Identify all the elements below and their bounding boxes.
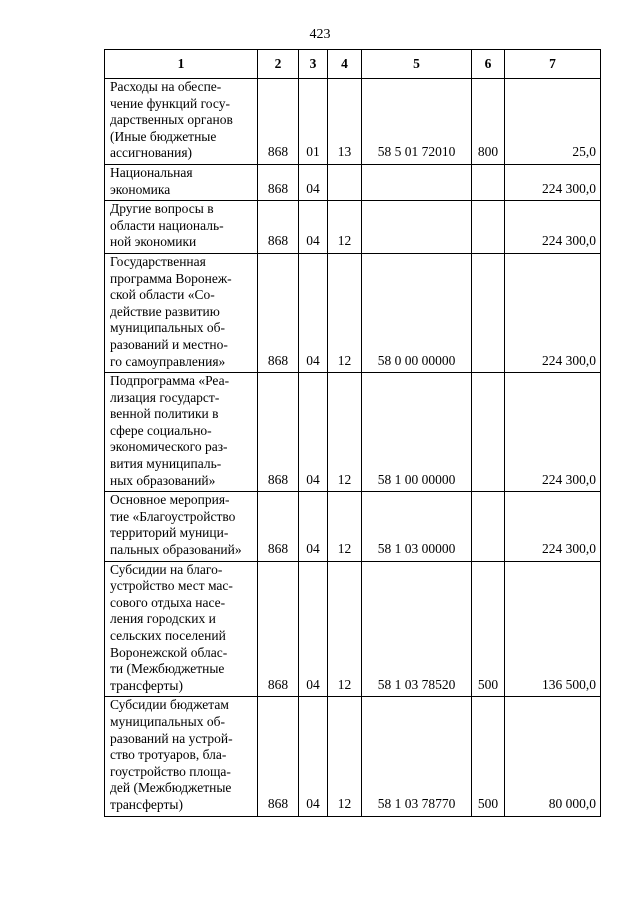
description-line: экономического раз- — [110, 439, 228, 455]
section-code-cell: 04 — [299, 164, 328, 200]
description-line: пальных образований» — [110, 542, 242, 558]
ministry-code-cell: 868 — [258, 79, 299, 165]
table-row — [105, 492, 601, 561]
ministry-code-cell: 868 — [258, 164, 299, 200]
table-body — [105, 79, 601, 817]
expense-type-cell: 500 — [472, 561, 505, 697]
amount-cell: 136 500,0 — [505, 561, 601, 697]
description-line: венной политики в — [110, 406, 219, 422]
description-line: устройство мест мас- — [110, 578, 233, 594]
description-line: чение функций госу- — [110, 95, 230, 111]
amount-cell: 224 300,0 — [505, 164, 601, 200]
table-header-row — [105, 50, 601, 79]
header-cell: 1 — [105, 50, 258, 79]
description-line: Субсидии бюджетам — [110, 697, 229, 713]
description-line: ных образований» — [110, 472, 216, 488]
row-description — [105, 253, 258, 372]
description-line: лизация государст- — [110, 389, 220, 405]
description-line: действие развитию — [110, 303, 220, 319]
description-line: Подпрограмма «Реа- — [110, 373, 230, 389]
amount-cell: 224 300,0 — [505, 373, 601, 492]
description-line: Субсидии на благо- — [110, 561, 223, 577]
table-row — [105, 201, 601, 254]
row-description — [105, 697, 258, 816]
description-line: разований и местно- — [110, 336, 228, 352]
description-line: трансферты) — [110, 677, 183, 693]
section-code-cell: 01 — [299, 79, 328, 165]
subsection-code-cell: 12 — [328, 201, 362, 254]
row-description — [105, 201, 258, 254]
ministry-code-cell: 868 — [258, 253, 299, 372]
target-article-cell: 58 5 01 72010 — [362, 79, 472, 165]
description-line: ской области «Со- — [110, 287, 215, 303]
expense-type-cell: 800 — [472, 79, 505, 165]
description-line: области националь- — [110, 217, 224, 233]
target-article-cell: 58 1 03 78770 — [362, 697, 472, 816]
amount-cell: 25,0 — [505, 79, 601, 165]
description-line: сельских поселений — [110, 628, 226, 643]
expense-type-cell: 500 — [472, 697, 505, 816]
description-line: Государственная — [110, 253, 206, 269]
description-line: муниципальных об- — [110, 320, 225, 336]
expense-type-cell — [472, 373, 505, 492]
ministry-code-cell: 868 — [258, 201, 299, 254]
description-line: сового отдыха насе- — [110, 594, 226, 610]
description-line: гоустройство площа- — [110, 763, 231, 779]
description-line: ления городских и — [110, 611, 216, 627]
target-article-cell: 58 1 03 00000 — [362, 492, 472, 561]
ministry-code-cell: 868 — [258, 373, 299, 492]
header-cell: 6 — [472, 50, 505, 79]
amount-cell: 224 300,0 — [505, 253, 601, 372]
description-line: экономика — [110, 181, 171, 197]
description-line: Национальная — [110, 164, 193, 180]
description-line: (Иные бюджетные — [110, 128, 217, 144]
description-line: Расходы на обеспе- — [110, 79, 222, 94]
description-line: трансферты) — [110, 796, 183, 812]
section-code-cell: 04 — [299, 561, 328, 697]
description-line: вития муниципаль- — [110, 456, 222, 472]
expense-type-cell — [472, 164, 505, 200]
description-line: дей (Межбюджетные — [110, 780, 232, 796]
header-cell: 4 — [328, 50, 362, 79]
description-line: сфере социально- — [110, 422, 212, 438]
table-row — [105, 164, 601, 200]
table-row — [105, 697, 601, 816]
description-line: муниципальных об- — [110, 713, 225, 729]
description-line: ство тротуаров, бла- — [110, 747, 227, 763]
subsection-code-cell: 12 — [328, 253, 362, 372]
ministry-code-cell: 868 — [258, 697, 299, 816]
header-cell: 3 — [299, 50, 328, 79]
target-article-cell: 58 1 00 00000 — [362, 373, 472, 492]
table-row — [105, 253, 601, 372]
row-description — [105, 373, 258, 492]
header-cell: 5 — [362, 50, 472, 79]
subsection-code-cell: 13 — [328, 79, 362, 165]
description-line: территорий муници- — [110, 525, 229, 541]
description-line: разований на устрой- — [110, 730, 233, 746]
row-description — [105, 492, 258, 561]
subsection-code-cell: 12 — [328, 697, 362, 816]
description-line: Основное мероприя- — [110, 492, 230, 508]
description-line: Воронежской облас- — [110, 644, 228, 660]
page-number: 423 — [309, 27, 331, 42]
target-article-cell — [362, 201, 472, 254]
target-article-cell: 58 0 00 00000 — [362, 253, 472, 372]
subsection-code-cell: 12 — [328, 561, 362, 697]
ministry-code-cell: 868 — [258, 492, 299, 561]
header-cell: 7 — [505, 50, 601, 79]
subsection-code-cell — [328, 164, 362, 200]
row-description — [105, 561, 258, 697]
subsection-code-cell: 12 — [328, 492, 362, 561]
description-line: тие «Благоустройство — [110, 508, 236, 524]
description-line: ной экономики — [110, 234, 197, 250]
description-line: ти (Межбюджетные — [110, 661, 225, 677]
section-code-cell: 04 — [299, 201, 328, 254]
target-article-cell — [362, 164, 472, 200]
header-cell: 2 — [258, 50, 299, 79]
table-row — [105, 561, 601, 697]
description-line: Другие вопросы в — [110, 201, 214, 217]
section-code-cell: 04 — [299, 253, 328, 372]
target-article-cell: 58 1 03 78520 — [362, 561, 472, 697]
section-code-cell: 04 — [299, 373, 328, 492]
expense-type-cell — [472, 253, 505, 372]
budget-table — [104, 49, 601, 817]
amount-cell: 224 300,0 — [505, 492, 601, 561]
table-row — [105, 79, 601, 165]
section-code-cell: 04 — [299, 492, 328, 561]
ministry-code-cell: 868 — [258, 561, 299, 697]
description-line: программа Воронеж- — [110, 270, 232, 286]
description-line: го самоуправления» — [110, 353, 226, 369]
row-description — [105, 164, 258, 200]
section-code-cell: 04 — [299, 697, 328, 816]
subsection-code-cell: 12 — [328, 373, 362, 492]
table-row — [105, 373, 601, 492]
amount-cell: 80 000,0 — [505, 697, 601, 816]
expense-type-cell — [472, 492, 505, 561]
description-line: ассигнования) — [110, 145, 193, 161]
description-line: дарственных органов — [110, 112, 233, 128]
amount-cell: 224 300,0 — [505, 201, 601, 254]
row-description — [105, 79, 258, 165]
expense-type-cell — [472, 201, 505, 254]
